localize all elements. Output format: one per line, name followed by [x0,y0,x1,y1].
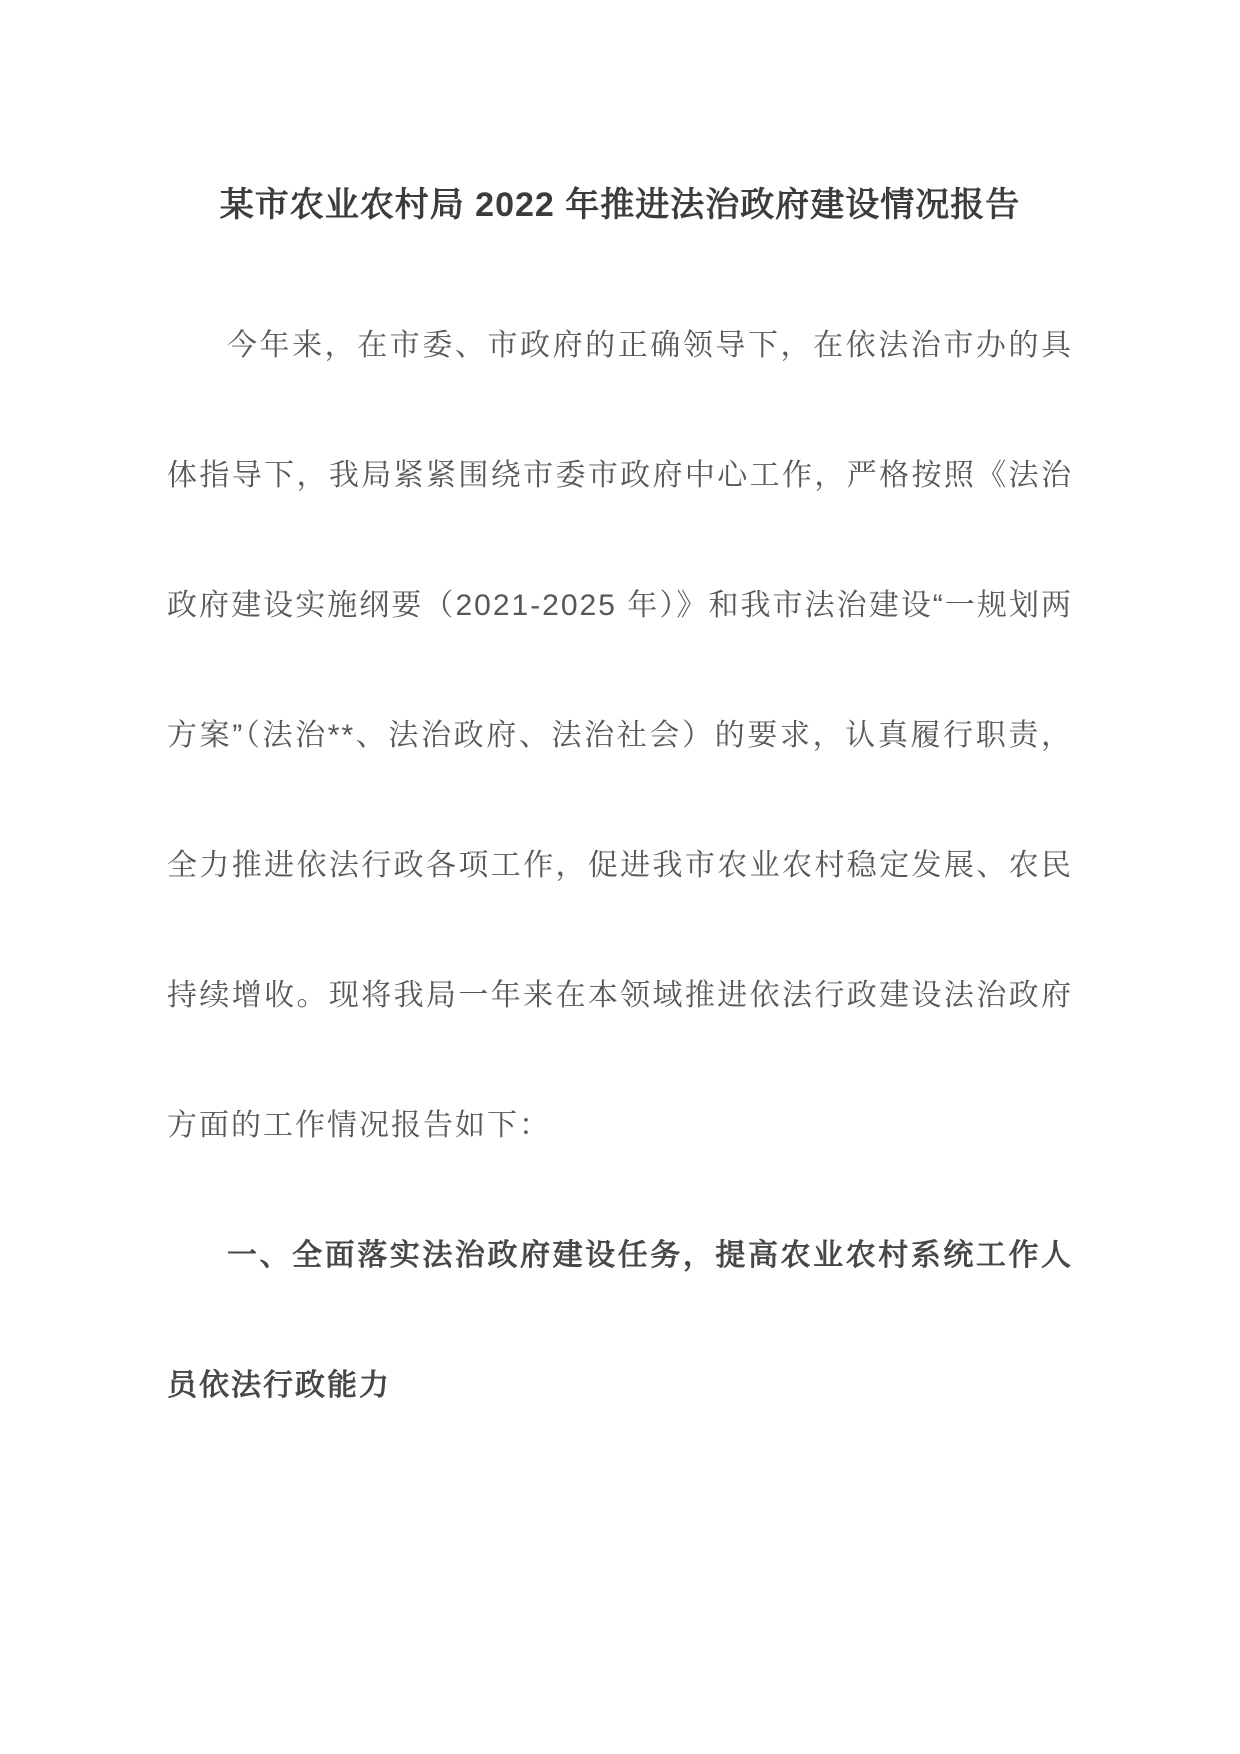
body-paragraph: 今年来，在市委、市政府的正确领导下，在依法治市办的具体指导下，我局紧紧围绕市委市政府中心工作，严格按照《法治政府建设实施纲要（2021-2025 年）》和我市法治建设“一规划两方案”（法治**、法治政府、法治社会）的要求，认真履行职责，全力推进依法行政各项工作，促进我市农业农村稳定发展、农民持续增收。现将我局一年来在本领域推进依法行政建设法治政府方面的工作情况报告如下： [167,328,1073,1142]
document-title: 某市农业农村局 2022 年推进法治政府建设情况报告 [219,186,1021,224]
section-heading: 一、全面落实法治政府建设任务，提高农业农村系统工作人员依法行政能力 [167,1238,1073,1402]
